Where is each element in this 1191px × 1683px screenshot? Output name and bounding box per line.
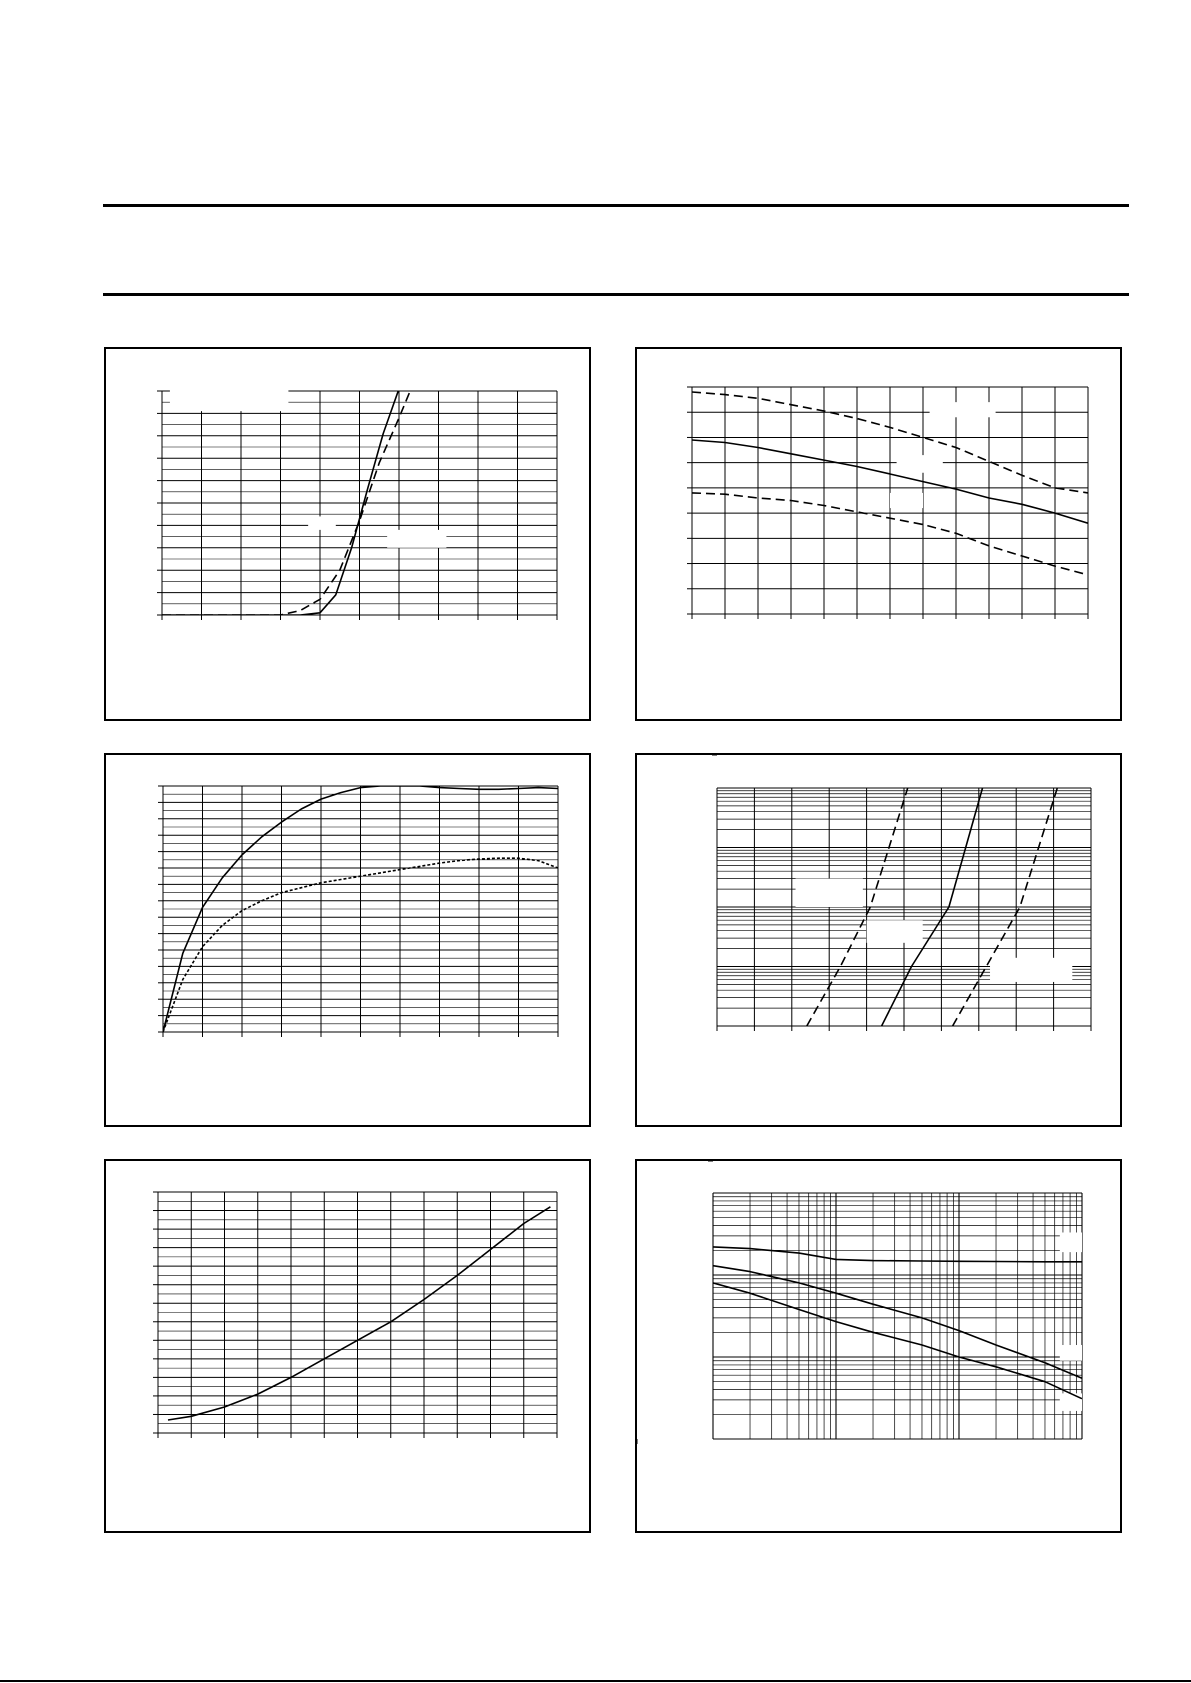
label-background: [171, 761, 293, 772]
label-background: [1060, 1393, 1082, 1411]
axis-ticks: [687, 387, 1088, 619]
footer-rule: [0, 1680, 1191, 1682]
gridlines: [713, 1193, 1082, 1439]
label-background: [308, 516, 336, 529]
series-group: [168, 1207, 550, 1420]
header-bottom-rule: [103, 293, 1129, 296]
chart-4: [637, 755, 1120, 1125]
label-background: [930, 402, 996, 417]
label-background: [890, 493, 923, 508]
label-background: [387, 530, 446, 548]
gridlines: [717, 788, 1091, 1026]
series-group: [713, 1247, 1082, 1399]
chart-2: [637, 349, 1120, 719]
chart-panel-5: [104, 1159, 591, 1533]
chart-panel-6: [635, 1159, 1122, 1533]
gridlines: [163, 786, 558, 1032]
label-background: [1060, 1232, 1082, 1252]
label-background: [1060, 1345, 1082, 1361]
axis-ticks: [712, 755, 1091, 1031]
chart-panel-1: [104, 347, 591, 721]
chart-panel-3: [104, 753, 591, 1127]
gridlines: [162, 391, 557, 615]
series-line-2: [713, 1266, 1082, 1379]
label-background: [170, 387, 289, 412]
chart-3: [106, 755, 589, 1125]
series-line-2: [162, 380, 415, 615]
label-background: [867, 920, 923, 943]
label-background: [990, 958, 1072, 982]
series-group: [162, 380, 415, 615]
chart-6: [637, 1161, 1120, 1531]
label-background: [796, 879, 863, 907]
axis-ticks: [637, 1161, 713, 1444]
header-top-rule: [103, 204, 1129, 207]
gridlines: [158, 1192, 557, 1433]
chart-panel-2: [635, 347, 1122, 721]
series-line-3: [713, 1283, 1082, 1399]
chart-1: [106, 349, 589, 719]
series-line-1: [162, 380, 411, 615]
series-line-1: [168, 1207, 550, 1420]
series-line-1: [713, 1247, 1082, 1262]
axis-ticks: [157, 391, 557, 620]
chart-panel-4: [635, 753, 1122, 1127]
chart-5: [106, 1161, 589, 1531]
label-background: [897, 455, 943, 473]
